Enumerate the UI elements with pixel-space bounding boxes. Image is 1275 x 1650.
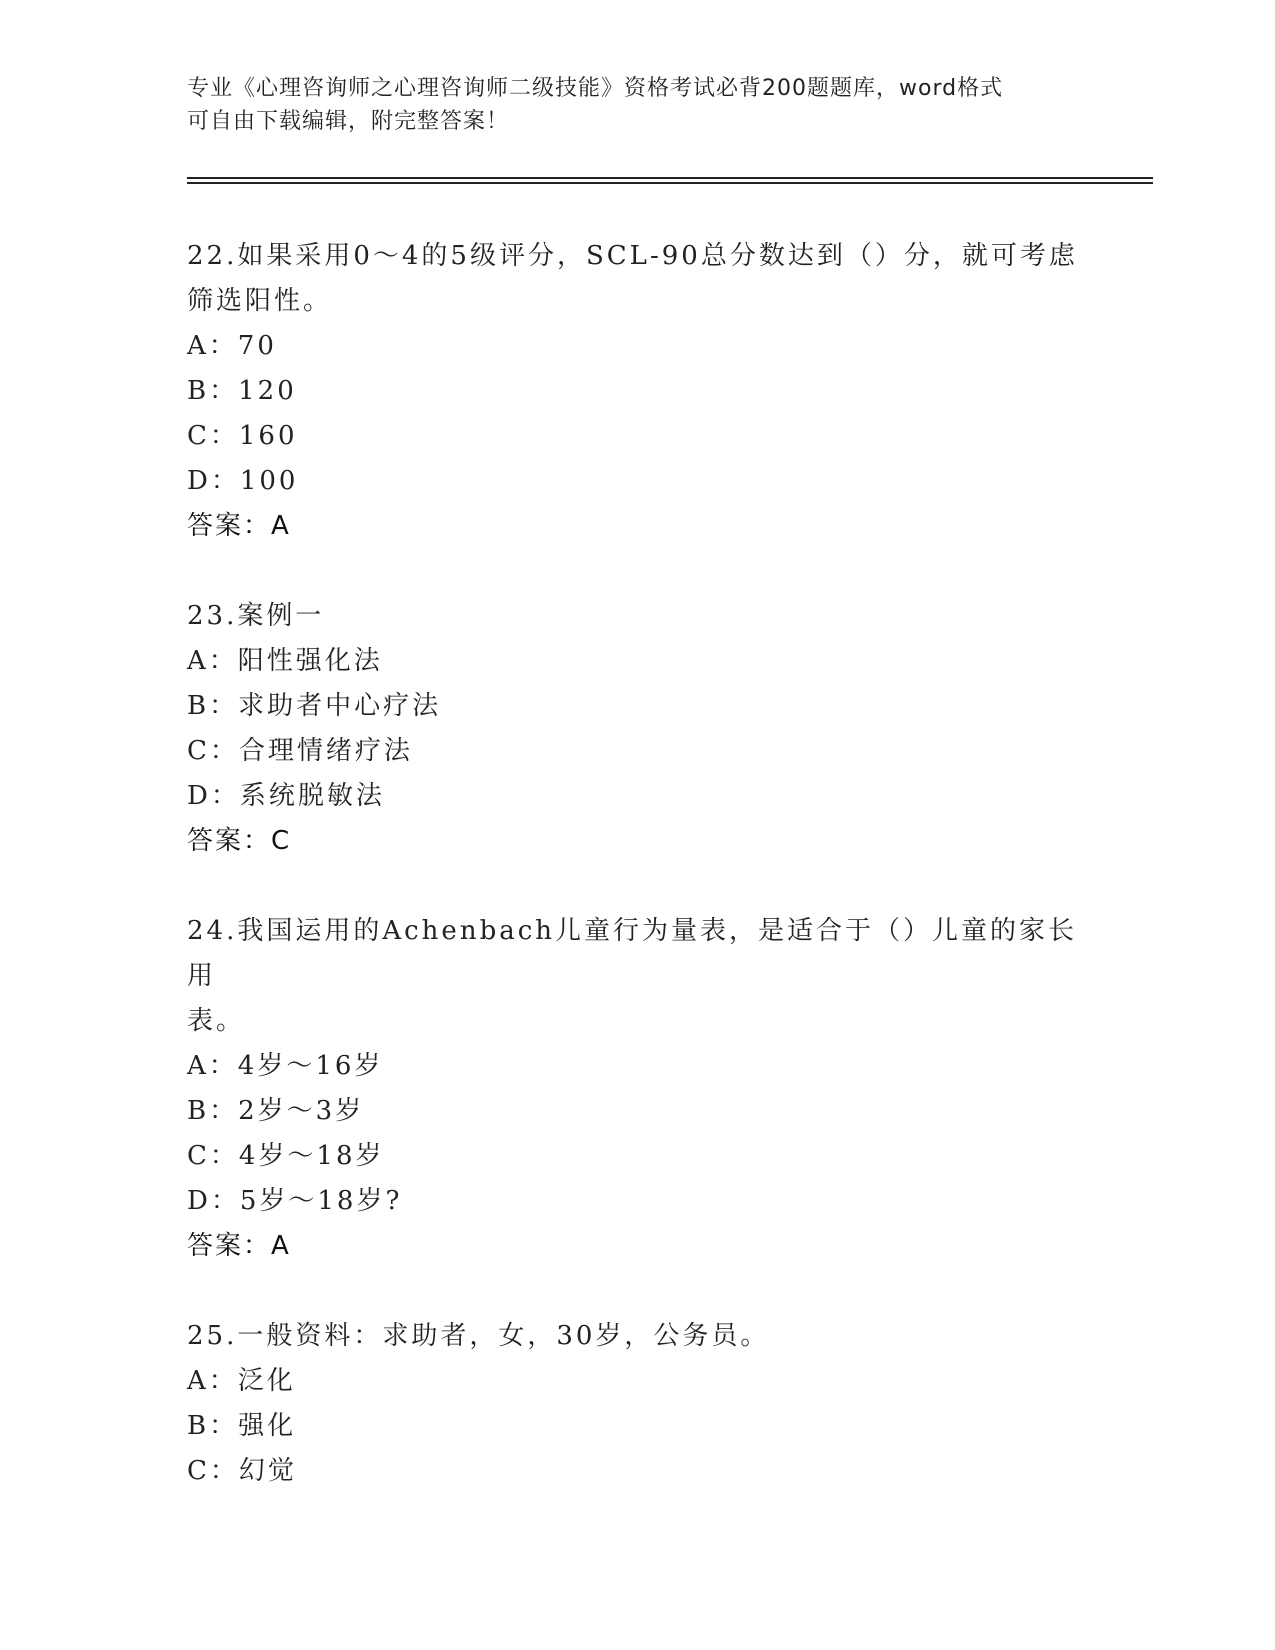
header-divider-top <box>187 177 1153 179</box>
question-stem-continued: 表。 <box>187 1006 246 1036</box>
answer: 答案：A <box>187 1231 291 1261</box>
header-line-1: 专业《心理咨询师之心理咨询师二级技能》资格考试必背200题题库，word格式 <box>187 76 1004 101</box>
question-stem: 22.如果采用0～4的5级评分，SCL-90总分数达到（）分，就可考虑 <box>187 241 1078 271</box>
option-b: B：强化 <box>187 1411 297 1441</box>
answer: 答案：A <box>187 511 291 541</box>
option-b: B：2岁～3岁 <box>187 1096 365 1126</box>
option-a: A：4岁～16岁 <box>187 1051 384 1081</box>
document-header <box>187 72 1067 138</box>
option-a: A：泛化 <box>187 1366 296 1396</box>
question-stem: 25.一般资料：求助者，女，30岁，公务员。 <box>187 1321 770 1351</box>
question-list <box>187 234 1087 1539</box>
answer: 答案：C <box>187 826 292 856</box>
question-stem: 23.案例一 <box>187 601 325 631</box>
option-a: A：70 <box>187 331 277 361</box>
option-c: C：幻觉 <box>187 1456 297 1486</box>
option-d: D：5岁～18岁? <box>187 1186 403 1216</box>
option-d: D：100 <box>187 466 299 496</box>
header-line-2: 可自由下载编辑，附完整答案！ <box>187 109 510 134</box>
option-b: B：120 <box>187 376 297 406</box>
question-25 <box>187 1314 1087 1494</box>
option-b: B：求助者中心疗法 <box>187 691 442 721</box>
question-stem-continued: 筛选阳性。 <box>187 286 333 316</box>
question-23 <box>187 594 1087 864</box>
question-24 <box>187 909 1087 1269</box>
option-a: A：阳性强化法 <box>187 646 383 676</box>
option-c: C：160 <box>187 421 298 451</box>
option-c: C：4岁～18岁 <box>187 1141 385 1171</box>
question-stem: 24.我国运用的Achenbach儿童行为量表，是适合于（）儿童的家长用 <box>187 916 1078 991</box>
option-d: D：系统脱敏法 <box>187 781 385 811</box>
question-22 <box>187 234 1087 549</box>
option-c: C：合理情绪疗法 <box>187 736 413 766</box>
header-divider-bottom <box>187 182 1153 184</box>
